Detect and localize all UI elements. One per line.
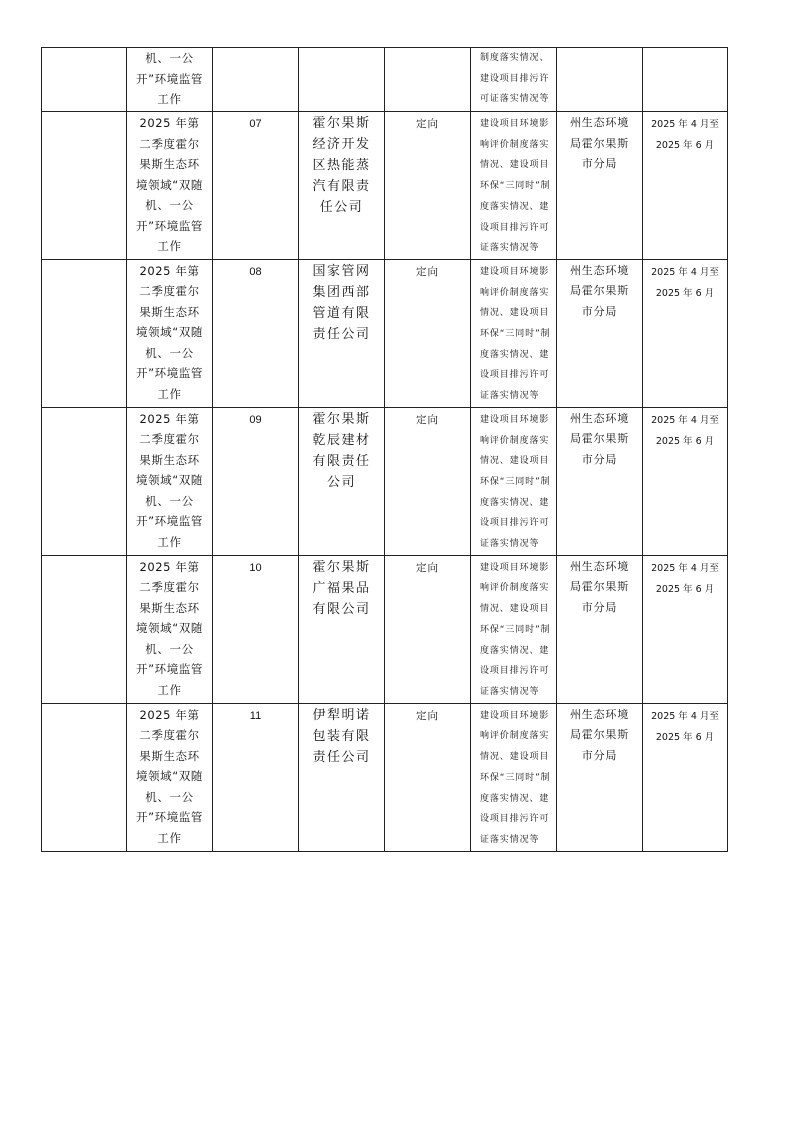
- method-cell: [385, 703, 471, 851]
- number-cell: [213, 703, 299, 851]
- department-name: 州生态环境局霍尔果斯市分局: [570, 116, 629, 170]
- task-name-text: 机、一公开”环境监管工作: [135, 51, 204, 106]
- inspection-task-table: [41, 47, 728, 852]
- inspection-method: 定向: [416, 709, 439, 722]
- period-cell: [643, 112, 728, 260]
- task-name-cell: [127, 112, 213, 260]
- table-row: [42, 259, 728, 407]
- task-name-text: 2025 年第二季度霍尔果斯生态环境领域“双随机、一公开”环境监管工作: [135, 411, 204, 549]
- number-cell: [213, 48, 299, 112]
- blank-cell: [42, 555, 127, 703]
- inspection-method: 定向: [416, 118, 439, 130]
- method-cell: [385, 48, 471, 112]
- table-row: [42, 112, 728, 260]
- method-cell: [385, 555, 471, 703]
- content-cell: [471, 407, 557, 555]
- task-name-cell: [127, 407, 213, 555]
- content-text: 建设项目环境影响评价制度落实情况、建设项目环保“三同时”制度落实情况、建设项目排污许可证落实情况等: [480, 266, 551, 402]
- number-cell: [213, 112, 299, 260]
- blank-cell: [42, 48, 127, 112]
- table-row: [42, 407, 728, 555]
- department-cell: [557, 112, 643, 260]
- department-name: 州生态环境局霍尔果斯市分局: [570, 559, 629, 614]
- company-name: 霍尔果斯广福果品有限公司: [312, 559, 371, 617]
- company-cell: [299, 259, 385, 407]
- period-text: 2025 年 4 月至 2025 年 6 月: [651, 414, 719, 447]
- period-cell: [643, 259, 728, 407]
- task-name-text: 2025 年第二季度霍尔果斯生态环境领域“双随机、一公开”环境监管工作: [135, 559, 204, 697]
- inspection-method: 定向: [416, 265, 439, 278]
- period-cell: [643, 48, 728, 112]
- company-cell: [299, 112, 385, 260]
- method-cell: [385, 407, 471, 555]
- content-cell: [471, 703, 557, 851]
- number-cell: [213, 259, 299, 407]
- blank-cell: [42, 407, 127, 555]
- company-name: 霍尔果斯乾辰建材有限责任公司: [312, 411, 371, 490]
- inspection-method: 定向: [416, 413, 439, 426]
- company-name: 国家管网集团西部管道有限责任公司: [312, 263, 371, 342]
- period-cell: [643, 555, 728, 703]
- method-cell: [385, 112, 471, 260]
- number-cell: [213, 407, 299, 555]
- continuation-row: [42, 48, 728, 112]
- department-name: 州生态环境局霍尔果斯市分局: [570, 411, 629, 466]
- blank-cell: [42, 112, 127, 260]
- department-cell: [557, 48, 643, 112]
- task-name-text: 2025 年第二季度霍尔果斯生态环境领域“双随机、一公开”环境监管工作: [135, 707, 204, 845]
- period-text: 2025 年 4 月至 2025 年 6 月: [651, 119, 719, 151]
- content-cell: [471, 259, 557, 407]
- department-cell: [557, 703, 643, 851]
- inspection-method: 定向: [416, 561, 439, 574]
- content-text: 制度落实情况、建设项目排污许可证落实情况等: [480, 53, 550, 105]
- row-number: 09: [249, 413, 262, 426]
- row-number: 11: [249, 709, 262, 722]
- content-text: 建设项目环境影响评价制度落实情况、建设项目环保“三同时”制度落实情况、建设项目排污许可证落实情况等: [480, 562, 551, 697]
- task-name-text: 2025 年第二季度霍尔果斯生态环境领域“双随机、一公开”环境监管工作: [135, 263, 204, 401]
- task-name-cell: [127, 555, 213, 703]
- period-cell: [643, 703, 728, 851]
- content-text: 建设项目环境影响评价制度落实情况、建设项目环保“三同时”制度落实情况、建设项目排污许可证落实情况等: [480, 710, 551, 845]
- department-cell: [557, 259, 643, 407]
- period-text: 2025 年 4 月至 2025 年 6 月: [651, 562, 719, 595]
- blank-cell: [42, 259, 127, 407]
- company-name: 伊犁明诺包装有限责任公司: [312, 707, 371, 765]
- company-cell: [299, 555, 385, 703]
- period-cell: [643, 407, 728, 555]
- company-cell: [299, 703, 385, 851]
- department-name: 州生态环境局霍尔果斯市分局: [570, 707, 629, 762]
- content-cell: [471, 48, 557, 112]
- task-name-cell: [127, 48, 213, 112]
- task-name-cell: [127, 259, 213, 407]
- department-name: 州生态环境局霍尔果斯市分局: [570, 263, 629, 318]
- row-number: 10: [249, 561, 262, 574]
- department-cell: [557, 555, 643, 703]
- period-text: 2025 年 4 月至 2025 年 6 月: [651, 710, 719, 743]
- company-name: 霍尔果斯经济开发区热能蒸汽有限责任公司: [312, 116, 371, 215]
- method-cell: [385, 259, 471, 407]
- number-cell: [213, 555, 299, 703]
- task-name-cell: [127, 703, 213, 851]
- company-cell: [299, 407, 385, 555]
- content-text: 建设项目环境影响评价制度落实情况、建设项目环保“三同时”制度落实情况、建设项目排污许可证落实情况等: [480, 414, 551, 550]
- content-cell: [471, 555, 557, 703]
- company-cell: [299, 48, 385, 112]
- content-text: 建设项目环境影响评价制度落实情况、建设项目环保“三同时”制度落实情况、建设项目排污许可证落实情况等: [480, 119, 551, 254]
- content-cell: [471, 112, 557, 260]
- row-number: 08: [249, 265, 262, 278]
- table-row: [42, 555, 728, 703]
- department-cell: [557, 407, 643, 555]
- blank-cell: [42, 703, 127, 851]
- row-number: 07: [249, 118, 262, 130]
- task-name-text: 2025 年第二季度霍尔果斯生态环境领域“双随机、一公开”环境监管工作: [135, 116, 204, 253]
- table-row: [42, 703, 728, 851]
- period-text: 2025 年 4 月至 2025 年 6 月: [651, 266, 719, 299]
